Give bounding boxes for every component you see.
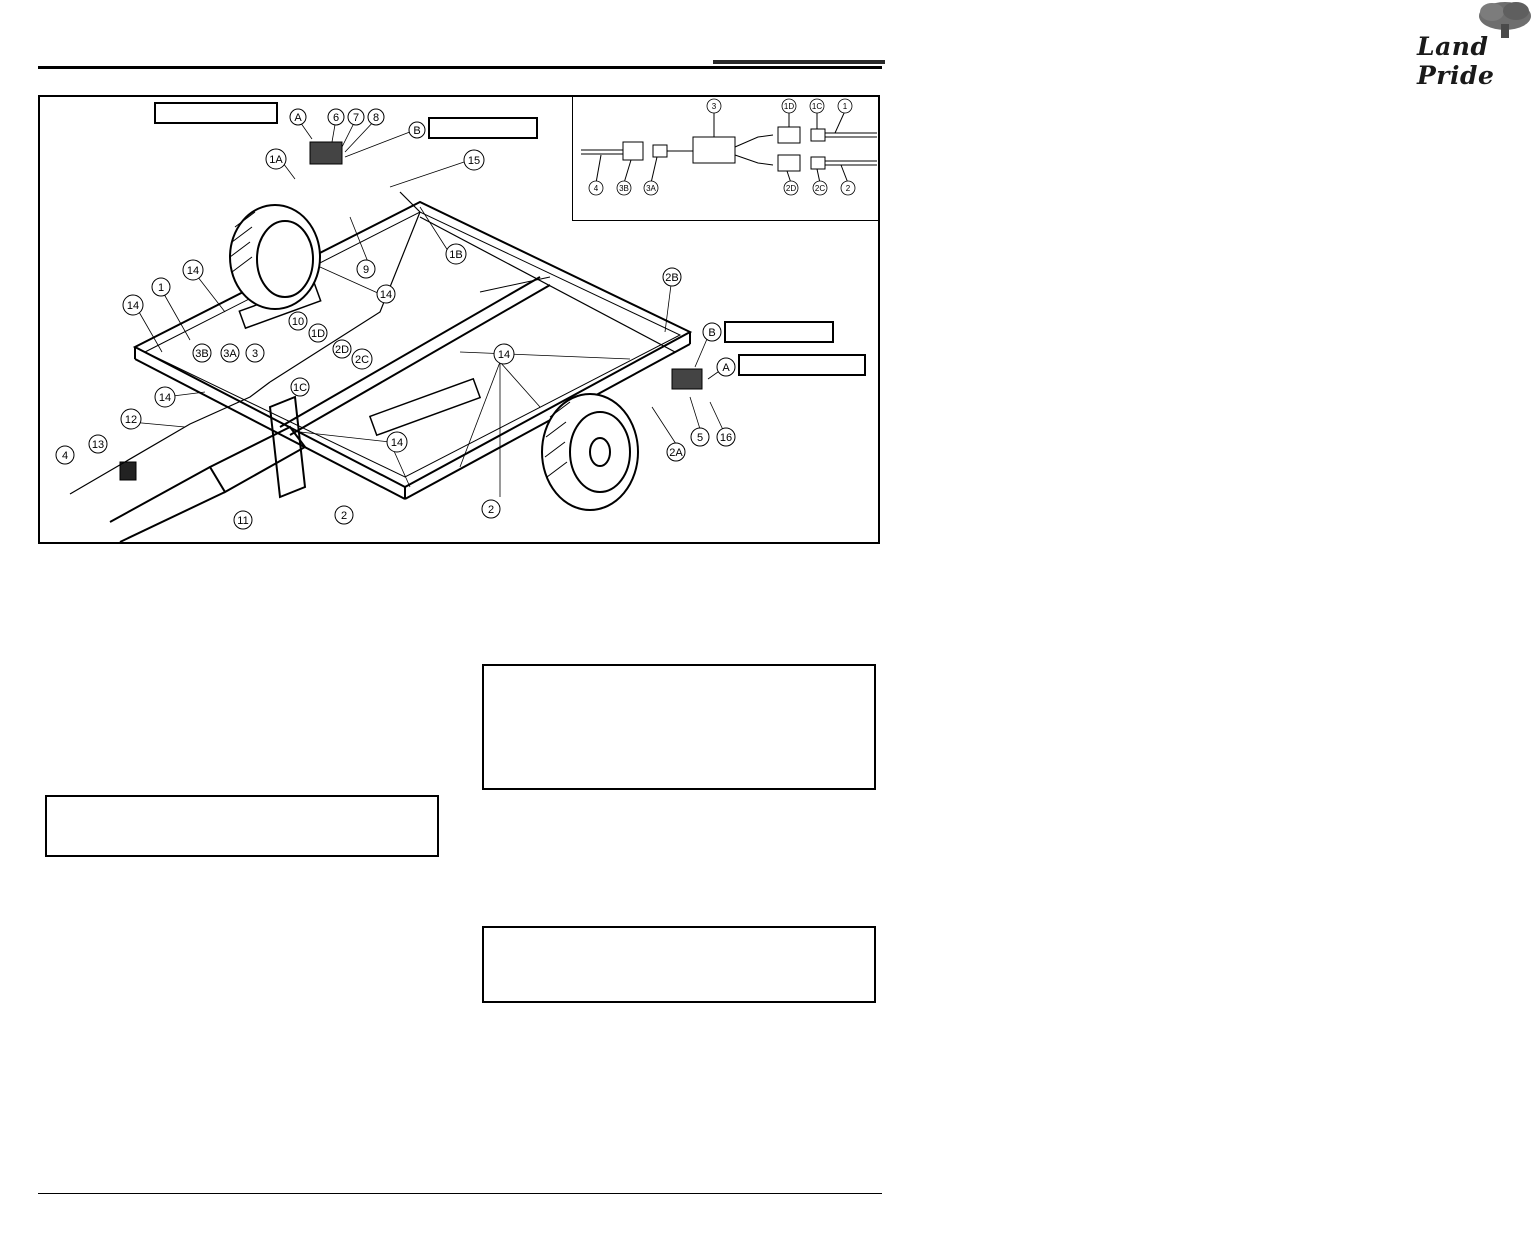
inset-label: 2D [785, 184, 797, 193]
callout-label: 6 [332, 112, 340, 124]
wiring-inset-drawing [573, 97, 881, 221]
callout-label: 4 [61, 450, 69, 462]
callout-label: 3B [195, 348, 209, 360]
callout-label: A [294, 112, 302, 124]
trailer-wiring-figure [38, 95, 880, 544]
callout-label: 9 [362, 264, 370, 276]
callout-box-right-b [724, 321, 834, 343]
callout-label: 3A [223, 348, 237, 360]
callout-label: 13 [91, 439, 105, 451]
callout-label: 3 [251, 348, 259, 360]
callout-label: 2 [340, 510, 348, 522]
inset-label: 3A [646, 184, 656, 193]
note-box-right-lower [482, 926, 876, 1003]
wheels [230, 205, 638, 510]
inset-label: 4 [593, 184, 599, 193]
callout-label: A [722, 362, 730, 374]
callout-box-upper-right [428, 117, 538, 139]
callout-box-right-a [738, 354, 866, 376]
callout-label: 14 [497, 349, 511, 361]
inset-label: 1C [811, 102, 823, 111]
inset-label: 1 [842, 102, 848, 111]
inset-label: 2 [845, 184, 851, 193]
callout-label: 1A [269, 154, 283, 166]
callout-label: 10 [291, 316, 305, 328]
callout-label: 2 [487, 504, 495, 516]
inset-label: 1D [783, 102, 795, 111]
callout-label: 7 [352, 112, 360, 124]
callout-label: 2B [665, 272, 679, 284]
note-box-right-upper [482, 664, 876, 790]
wiring-inset [572, 97, 880, 221]
callout-label: 1 [157, 282, 165, 294]
callout-label: 11 [237, 515, 249, 527]
callout-label: 12 [124, 414, 138, 426]
inset-label: 2C [814, 184, 826, 193]
callout-label: B [708, 327, 716, 339]
callout-label: 14 [379, 289, 393, 301]
callout-label: 15 [467, 155, 481, 167]
callout-label: 14 [158, 392, 172, 404]
land-pride-logo [705, 0, 1495, 90]
callout-label: 8 [372, 112, 380, 124]
callout-label: 14 [186, 265, 200, 277]
callout-box-upper-left [154, 102, 278, 124]
callout-label: 1B [449, 249, 463, 261]
brand-logo-text: Land Pride [1417, 32, 1495, 90]
callout-label: 14 [390, 437, 404, 449]
inset-label: 3B [619, 184, 629, 193]
inset-label: 3 [711, 102, 717, 111]
callout-label: 16 [719, 432, 733, 444]
callout-label: 14 [126, 300, 140, 312]
note-box-left [45, 795, 439, 857]
callout-label: 2D [334, 344, 350, 356]
callout-label: 5 [696, 432, 704, 444]
callout-label: B [413, 125, 421, 137]
header-rule [38, 66, 882, 69]
callout-label: 2C [354, 354, 370, 366]
callout-label: 1C [292, 382, 308, 394]
logo-underline [713, 58, 885, 66]
callout-label: 2A [669, 447, 683, 459]
callout-label: 1D [310, 328, 326, 340]
footer-rule [38, 1193, 882, 1194]
